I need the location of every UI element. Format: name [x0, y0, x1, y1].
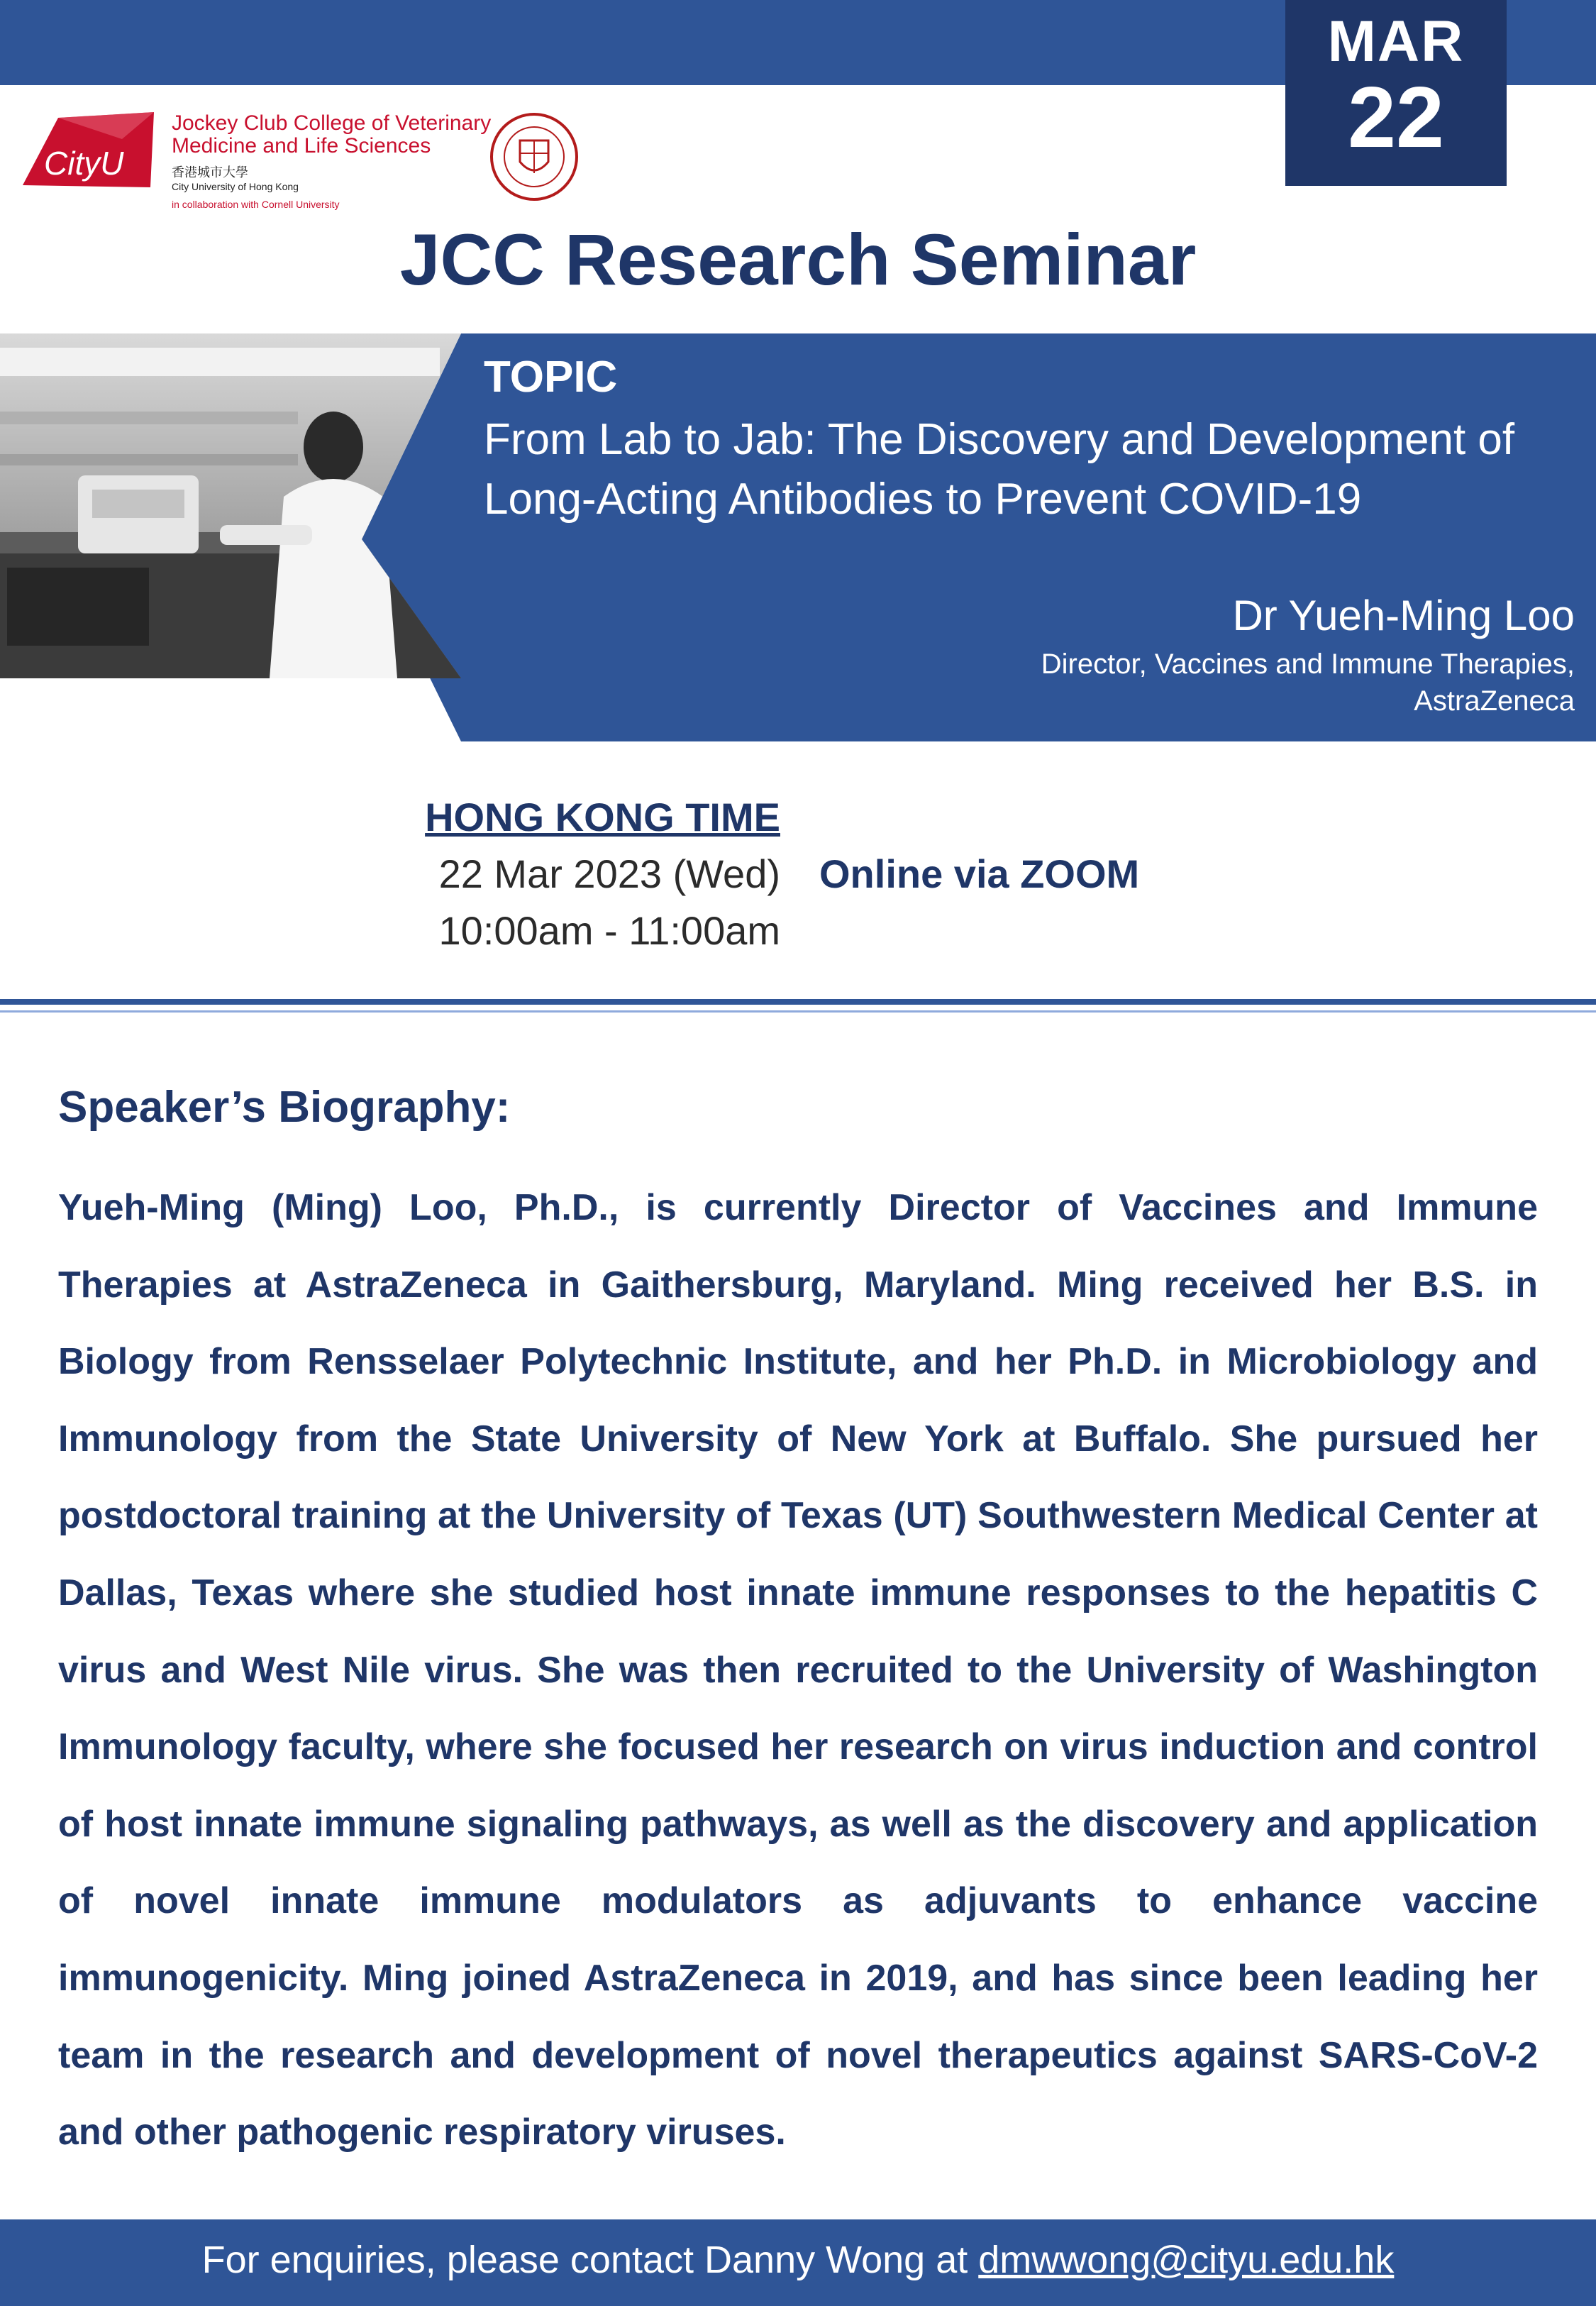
footer-contact	[0, 2231, 1596, 2288]
topic-label: TOPIC	[484, 353, 618, 402]
biography-heading: Speaker’s Biography:	[58, 1083, 511, 1132]
schedule-time: 10:00am - 11:00am	[438, 908, 780, 953]
speaker-title-line2: AstraZeneca	[1414, 685, 1575, 717]
topic-title	[484, 410, 1569, 529]
cityu-logo	[16, 111, 157, 196]
footer-contact-text: For enquiries, please contact Danny Wong at	[201, 2239, 979, 2281]
schedule-heading: HONG KONG TIME	[425, 795, 780, 839]
section-divider	[0, 999, 1596, 1005]
cityu-logo-text: CityU	[44, 145, 124, 182]
cornell-seal-icon	[488, 111, 580, 203]
topic-title-line2: Long-Acting Antibodies to Prevent COVID-19	[484, 475, 1362, 524]
speaker-info	[1041, 586, 1575, 719]
page-title: JCC Research Seminar	[399, 219, 1197, 300]
biography-text: Yueh-Ming (Ming) Loo, Ph.D., is currently Director of Vaccines and Immune Therapies at AstraZeneca in Gaithersburg, Maryland. Ming received her B.S. in Biology from Rensselaer Polytechnic Institute, and her Ph.D. in Microbiology and Immunology from the State University of New York at Buffalo. She pursued her postdoctoral training at the University of Texas (UT) Southwestern Medical Center at Dallas, Texas where she studied host innate immune responses to the hepatitis C virus and West Nile virus. She was then recruited to the University of Washington Immunology faculty, where she focused her research on virus induction and control of host innate immune signaling pathways, as well as the discovery and application of novel innate immune modulators as adjuvants to enhance vaccine immunogenicity. Ming joined AstraZeneca in 2019, and has since been leading her team in the research and development of novel therapeutics against SARS-CoV-2 and other pathogenic respiratory viruses.	[58, 1187, 1538, 2153]
schedule-date: 22 Mar 2023 (Wed)	[438, 851, 780, 896]
schedule-venue: Online via ZOOM	[819, 851, 1140, 896]
speaker-title-line1: Director, Vaccines and Immune Therapies,	[1041, 649, 1575, 680]
collaboration-note: in collaboration with Cornell University	[172, 199, 340, 210]
date-badge-month: MAR	[1327, 9, 1465, 74]
university-name: City University of Hong Kong	[172, 181, 299, 192]
schedule-block	[383, 789, 780, 959]
college-name-line2: Medicine and Life Sciences	[172, 134, 431, 158]
college-chinese-name: 香港城市大學	[172, 165, 248, 180]
speaker-name: Dr Yueh-Ming Loo	[1232, 592, 1575, 639]
section-divider-thin	[0, 1010, 1596, 1013]
footer-email-link[interactable]: dmwwong@cityu.edu.hk	[978, 2239, 1395, 2281]
topic-title-line1: From Lab to Jab: The Discovery and Development of	[484, 415, 1515, 464]
date-badge-day: 22	[1348, 69, 1444, 165]
date-badge	[1285, 0, 1507, 186]
laboratory-photo	[0, 333, 461, 678]
college-name-line1: Jockey Club College of Veterinary	[172, 111, 492, 135]
college-identity	[172, 112, 498, 211]
